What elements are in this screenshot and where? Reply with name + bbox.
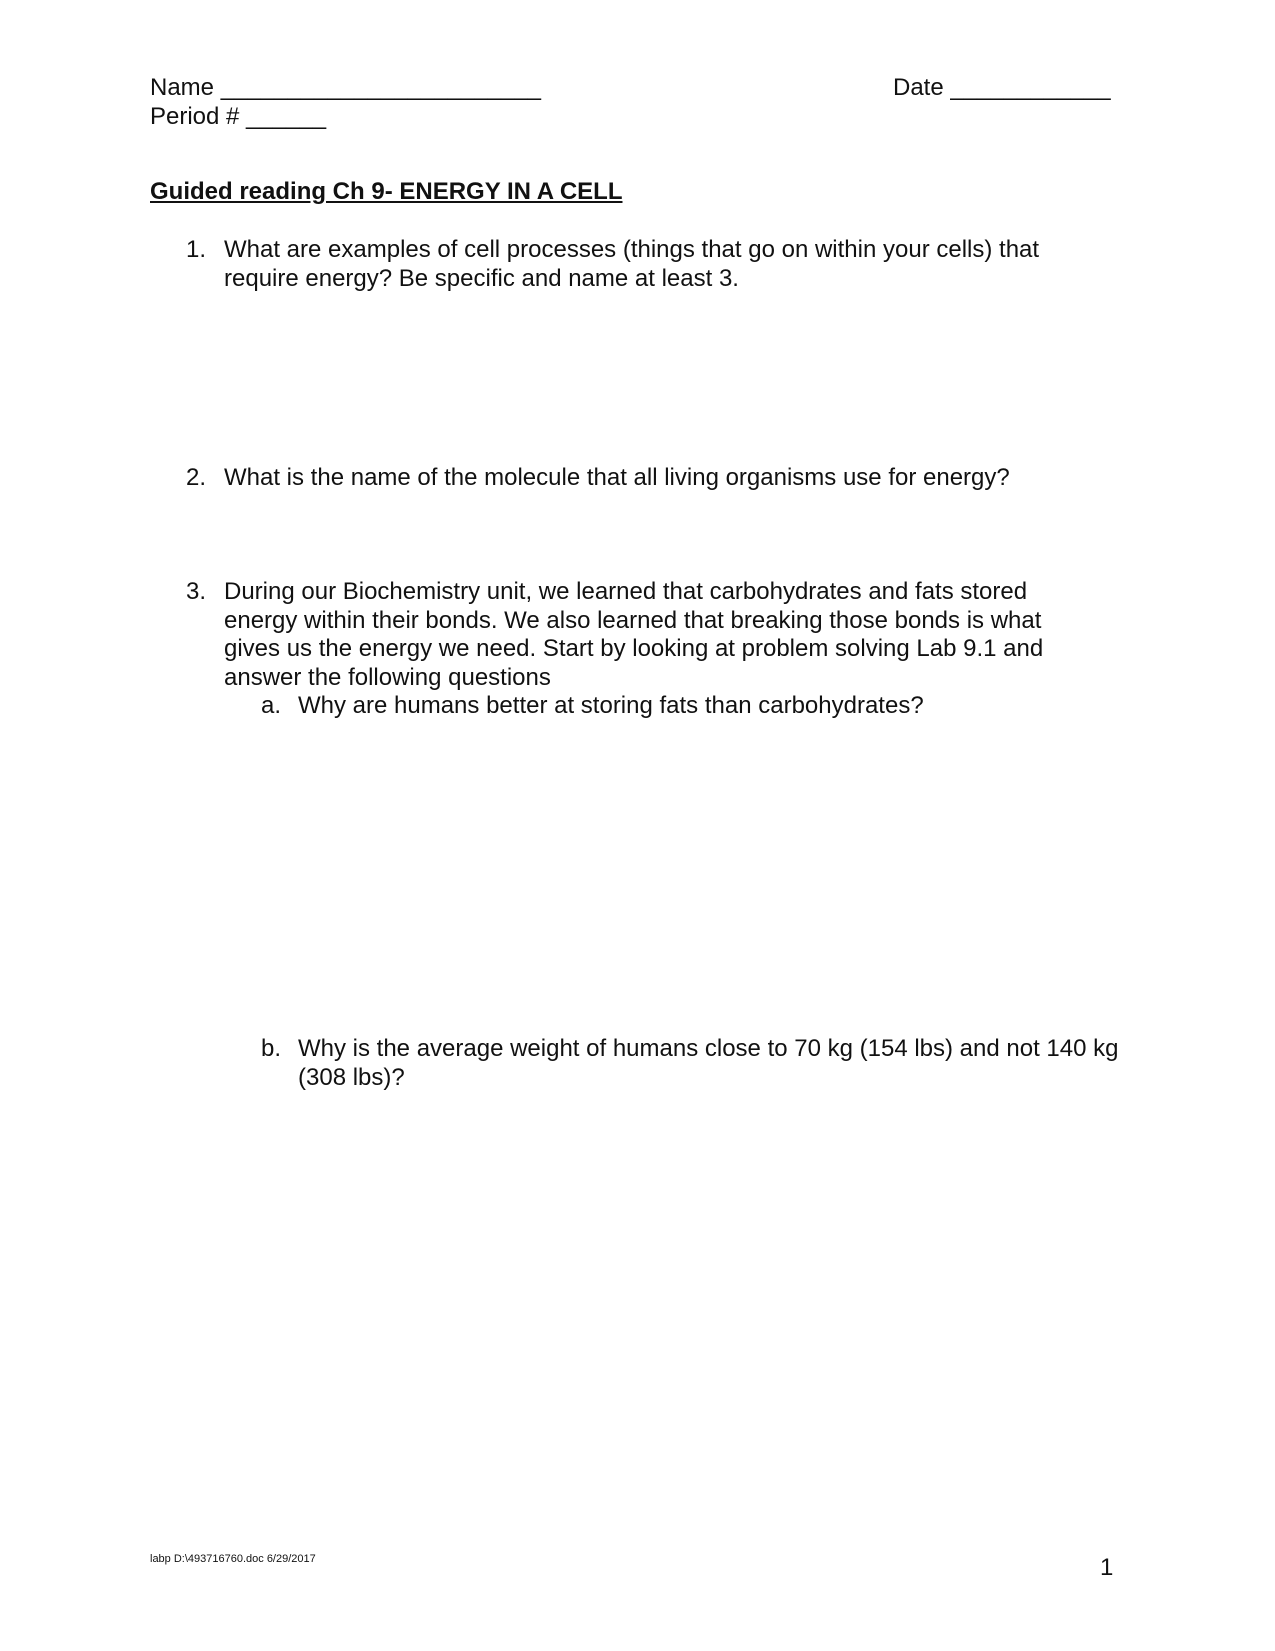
- question-text: During our Biochemistry unit, we learned that carbohydrates and fats stored energy within their bonds. We also learned that breaking those bonds is what gives us the energy we need. Start by looking at problem solving Lab 9.1 and answer the following questions: [224, 578, 1044, 691]
- question-text: What are examples of cell processes (things that go on within your cells) that require energy? Be specific and name at least 3.: [224, 236, 1040, 292]
- question-text: What is the name of the molecule that all living organisms use for energy?: [224, 464, 1010, 491]
- page-number: 1: [1100, 1554, 1114, 1581]
- question-number: 2.: [186, 464, 207, 491]
- subquestion-text: Why are humans better at storing fats than carbohydrates?: [298, 692, 924, 719]
- question-number: 3.: [186, 578, 207, 605]
- worksheet-title: Guided reading Ch 9- ENERGY IN A CELL: [150, 178, 623, 205]
- period-field-label: Period # ______: [150, 103, 327, 130]
- subquestion-text: Why is the average weight of humans close to 70 kg (154 lbs) and not 140 kg (308 lbs)?: [298, 1035, 1119, 1091]
- subquestion-letter: b.: [261, 1035, 282, 1062]
- question-number: 1.: [186, 236, 207, 263]
- date-field-label: Date ____________: [893, 74, 1111, 101]
- footer-file-info: labp D:\493716760.doc 6/29/2017: [150, 1553, 316, 1565]
- subquestion-letter: a.: [261, 692, 282, 719]
- name-field-label: Name ________________________: [150, 74, 542, 101]
